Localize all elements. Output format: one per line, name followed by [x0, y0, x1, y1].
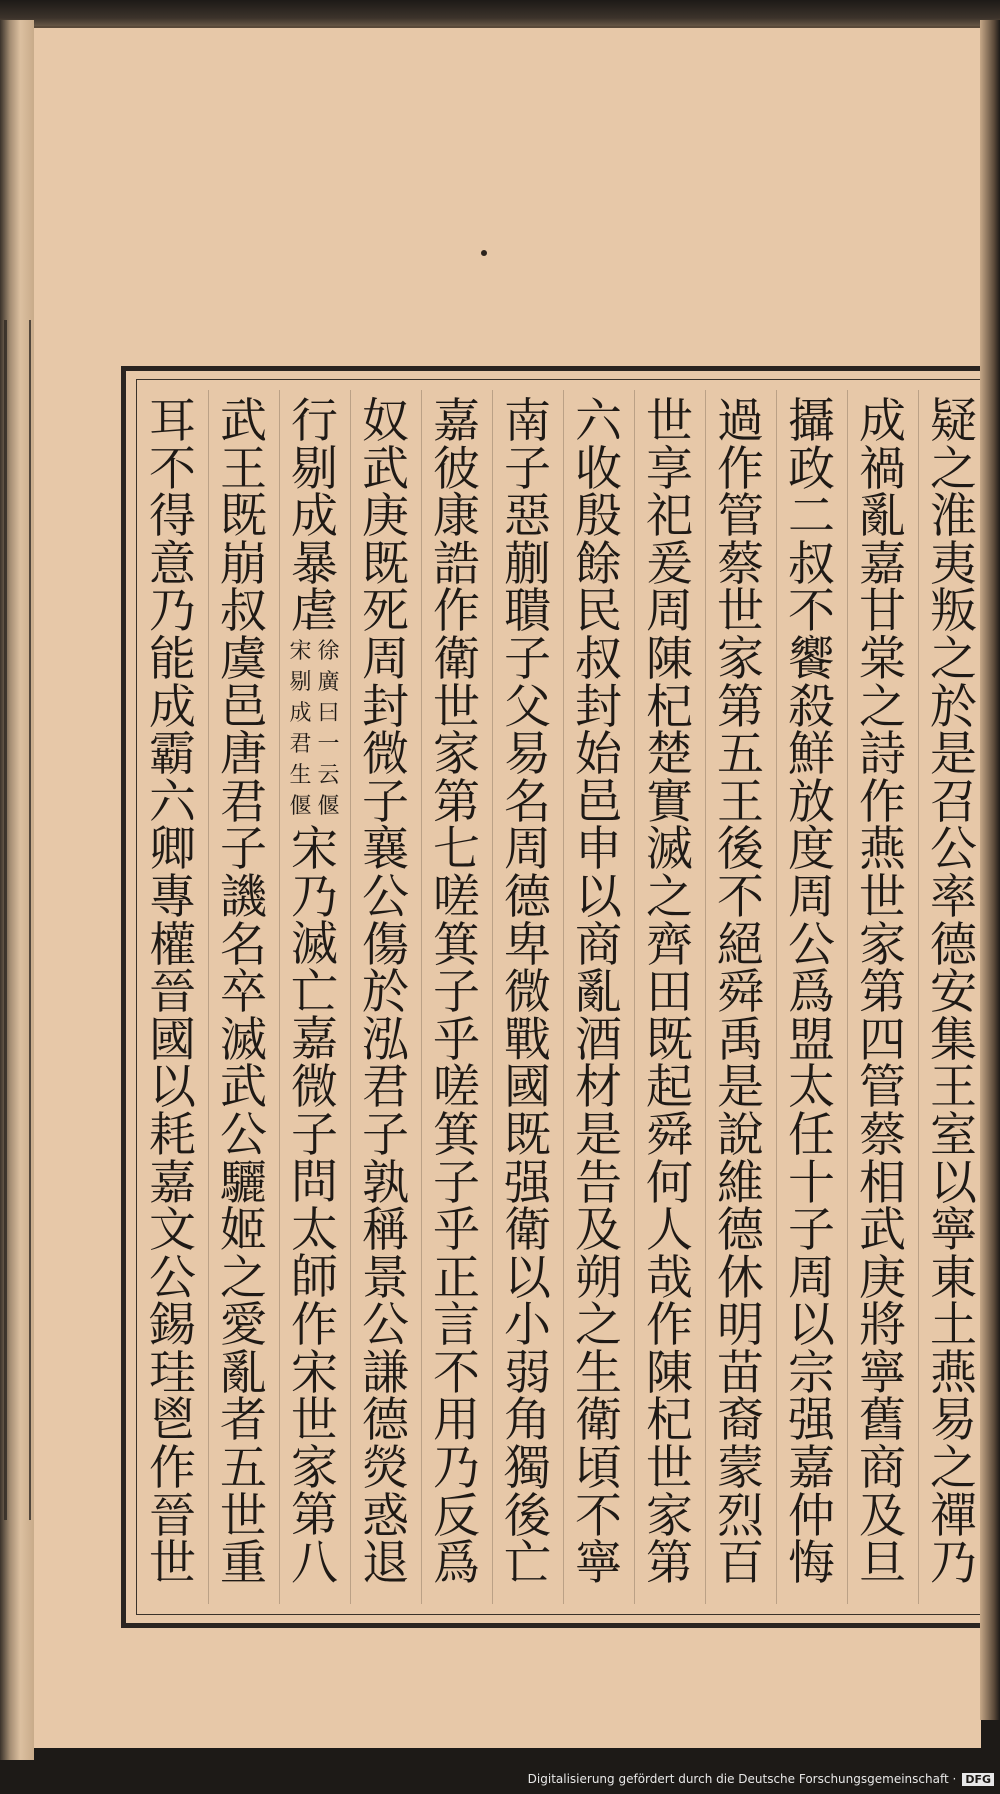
- column-rule: [208, 390, 209, 1604]
- annotation-note: [288, 636, 342, 826]
- column-rule: [350, 390, 351, 1604]
- text-column: 世 享 祀 爰 周 陳 杞 楚 實 滅 之 齊 田 既 起 舜 何 人 哉 作 陳 杞 世 家 第: [646, 394, 693, 1592]
- column-rule: [421, 390, 422, 1604]
- left-page-border: [4, 320, 31, 1520]
- column-rule: [847, 390, 848, 1604]
- dfg-logo: DFG: [962, 1773, 994, 1786]
- column-rule: [563, 390, 564, 1604]
- text-column: 六 收 殷 餘 民 叔 封 始 邑 申 以 商 亂 酒 材 是 告 及 朔 之 生 衛 頃 不 寧: [575, 394, 622, 1592]
- text-column: 疑 之 淮 夷 叛 之 於 是 召 公 率 德 安 集 王 室 以 寧 東 土 燕 易 之 禪 乃: [930, 394, 977, 1592]
- column-rule: [279, 390, 280, 1604]
- text-frame-inner: [136, 379, 988, 1615]
- ink-spot: [481, 250, 487, 256]
- column-rule: [918, 390, 919, 1604]
- book-page: [26, 26, 981, 1748]
- column-rule: [492, 390, 493, 1604]
- text-column: 奴 武 庚 既 死 周 封 微 子 襄 公 傷 於 泓 君 子 孰 稱 景 公 謙 德 熒 惑 退: [362, 394, 409, 1592]
- text-column: 耳 不 得 意 乃 能 成 霸 六 卿 專 權 晉 國 以 耗 嘉 文 公 錫 珪 鬯 作 晉 世: [149, 394, 196, 1592]
- text-column: 攝 政 二 叔 不 饗 殺 鮮 放 度 周 公 爲 盟 太 任 十 子 周 以 宗 强 嘉 仲 悔: [788, 394, 835, 1592]
- book-right-edge: [980, 20, 1000, 1720]
- column-rule: [634, 390, 635, 1604]
- left-page-curl: [0, 20, 34, 1760]
- column-rule: [776, 390, 777, 1604]
- text-frame: [121, 366, 1000, 1628]
- annotation-note-column: 徐 廣 曰 一 云 偃: [317, 638, 340, 819]
- text-column: 過 作 管 蔡 世 家 第 五 王 後 不 絕 舜 禹 是 說 維 德 休 明 苗 裔 蒙 烈 百: [717, 394, 764, 1592]
- footer-text: Digitalisierung gefördert durch die Deutsche Forschungsgemeinschaft ·: [527, 1772, 957, 1786]
- text-column: 成 禍 亂 嘉 甘 棠 之 詩 作 燕 世 家 第 四 管 蔡 相 武 庚 將 寧 舊 商 及 旦: [859, 394, 906, 1592]
- text-column: 南 子 惡 蒯 聵 子 父 易 名 周 德 卑 微 戰 國 既 强 衛 以 小 弱 角 獨 後 亡: [504, 394, 551, 1592]
- digitization-footer: [528, 1768, 994, 1790]
- text-column: 嘉 彼 康 誥 作 衛 世 家 第 七 嗟 箕 子 乎 嗟 箕 子 乎 正 言 不 用 乃 反 爲: [433, 394, 480, 1592]
- text-column: 武 王 既 崩 叔 虞 邑 唐 君 子 譏 名 卒 滅 武 公 驪 姬 之 愛 亂 者 五 世 重: [220, 394, 267, 1592]
- annotation-note-column: 宋 剔 成 君 生 偃: [289, 638, 312, 819]
- text-column: 行 剔 成 暴 虐 徐 廣 曰 一 云 偃 宋 剔 成 君 生 偃 宋 乃 滅 亡 嘉 微 子 問 太 師 作 宋 世 家 第 八: [289, 394, 340, 1591]
- column-rule: [705, 390, 706, 1604]
